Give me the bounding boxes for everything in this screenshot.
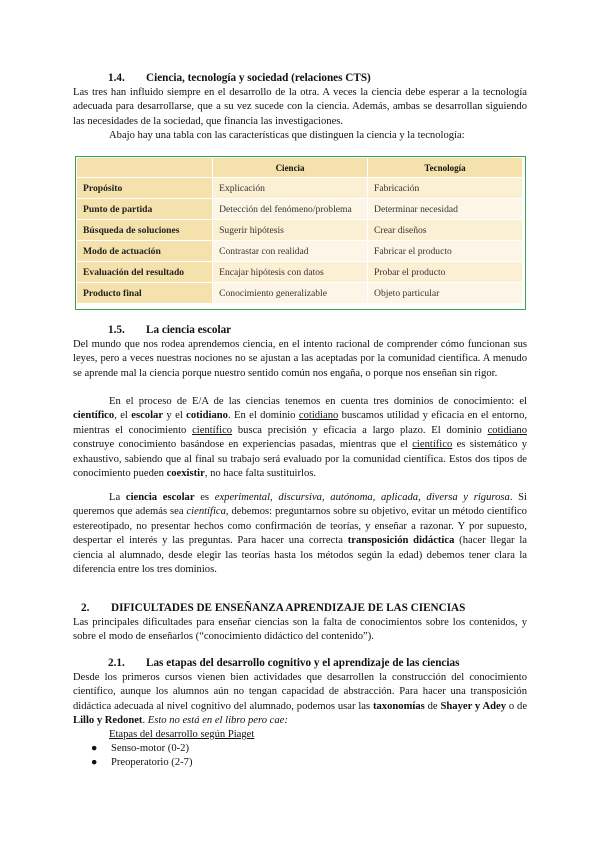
bullet-icon: ●: [91, 743, 98, 754]
table-header-tecnologia: Tecnología: [368, 158, 523, 178]
text-run: busca precisión y eficacia a largo plazo. El dominio: [232, 424, 488, 436]
text-underline: cotidiano: [298, 410, 339, 422]
text-run: construye conocimiento basándose en experiencias pasadas, mientras que el: [73, 439, 413, 451]
row-label: Búsqueda de soluciones: [77, 220, 213, 241]
table-row: [77, 199, 523, 220]
table-row: [77, 262, 523, 283]
text-bold: cotidiano: [186, 410, 228, 422]
table-row: [77, 220, 523, 241]
list-item: [91, 756, 192, 770]
piaget-stages-list: [91, 742, 192, 771]
section-number: 2.: [81, 602, 90, 614]
table-row: [77, 241, 523, 262]
cell-tecnologia: Crear diseños: [368, 220, 523, 241]
bullet-icon: ●: [91, 757, 98, 769]
cell-ciencia: Sugerir hipótesis: [213, 220, 368, 241]
text-run: , no hace falta sustituirlos.: [204, 468, 317, 480]
section-2-1-heading: [108, 657, 459, 669]
text-run: En el proceso de E/A de las ciencias tenemos en cuenta tres dominios de conocimiento: el: [109, 396, 527, 407]
cell-ciencia: Detección del fenómeno/problema: [213, 199, 368, 220]
text-bold: taxonomías: [372, 700, 425, 712]
paragraph-ciencia-escolar-intro: Del mundo que nos rodea aprendemos ciencia, en el intento racional de comprender cómo funcionan sus leyes, pero a veces nuestras nociones no se ajustan a las aceptadas por la comunidad científica. A menudo se aprende mal la ciencia porque nuestro sentido común nos engaña, o porque nos enseñan sin rigor.: [73, 339, 527, 379]
section-2-heading: [81, 602, 465, 614]
text-bold: Lillo y Redonet: [73, 715, 143, 727]
text-run: Desde los primeros cursos vienen bien actividades que desarrollen la construcción del conocimiento científico, aunque los alumnos aún no tengan capacidad de abstracción. Para hacer una transposición didáctica adecuada al nivel cognitivo del alumnado, podemos usar las: [73, 672, 527, 712]
text-run: es: [194, 492, 215, 503]
text-italic: científica: [186, 506, 226, 518]
list-title: Etapas del desarrollo según Piaget: [109, 729, 255, 740]
paragraph-dominios: [73, 395, 527, 481]
text-run: . Si queremos que además sea: [73, 492, 527, 518]
text-underline: científico: [412, 439, 453, 451]
row-label: Modo de actuación: [77, 241, 213, 262]
text-run: y el: [163, 410, 187, 422]
section-1-5-heading: [108, 324, 231, 336]
text-bold: transposición didáctica: [347, 535, 455, 547]
section-1-4-heading: [108, 72, 371, 84]
text-run: (hacer llegar la ciencia al alumnado, desde elegir las teorías hasta los métodos según la edad) debemos tener clara la diferencia entre los tres dominios.: [73, 535, 527, 576]
row-label: Punto de partida: [77, 199, 213, 220]
cell-tecnologia: Probar el producto: [368, 262, 523, 283]
text-bold: científico: [73, 410, 115, 422]
row-label: Evaluación del resultado: [77, 262, 213, 283]
row-label: Producto final: [77, 283, 213, 304]
text-run: buscamos utilidad y eficacia en el entorno, mientras el conocimiento: [73, 410, 528, 436]
table-row: [77, 178, 523, 199]
cell-tecnologia: Fabricación: [368, 178, 523, 199]
text-bold: ciencia escolar: [125, 492, 195, 503]
cell-tecnologia: Fabricar el producto: [368, 241, 523, 262]
text-italic: Esto no está en el libro pero cae:: [147, 715, 288, 727]
text-bold: Shayer y Adey: [440, 700, 507, 712]
text-italic: experimental, discursiva, autónoma, aplicada, diversa y rigurosa: [214, 492, 510, 503]
paragraph-cts-intro: Las tres han influido siempre en el desarrollo de la otra. A veces la ciencia debe esperar a la tecnología adecuada para desarrollarse, que a su vez sucede con la ciencia. Además, ambas se desarrollan siguiendo las necesidades de la sociedad, que financia las investigaciones.: [73, 87, 527, 127]
table-header-ciencia: Ciencia: [213, 158, 368, 178]
cell-ciencia: Contrastar con realidad: [213, 241, 368, 262]
section-title: Ciencia, tecnología y sociedad (relaciones CTS): [146, 72, 371, 84]
paragraph-table-intro: Abajo hay una tabla con las características que distinguen la ciencia y la tecnología:: [109, 130, 465, 141]
paragraph-etapas: [73, 671, 527, 729]
paragraph-dificultades: Las principales dificultades para enseñar ciencias son la falta de conocimientos sobre los contenidos, y sobre el modo de enseñarlos (“conocimiento didáctico del contenido”).: [73, 617, 527, 643]
cell-tecnologia: Objeto particular: [368, 283, 523, 304]
section-title: La ciencia escolar: [146, 324, 232, 336]
list-item: [91, 742, 192, 756]
text-run: La: [109, 492, 126, 503]
section-title: DIFICULTADES DE ENSEÑANZA APRENDIZAJE DE LAS CIENCIAS: [111, 602, 466, 614]
text-run: , el: [114, 410, 132, 422]
text-run: . En el dominio: [227, 410, 299, 422]
cell-ciencia: Conocimiento generalizable: [213, 283, 368, 304]
table-row: [77, 283, 523, 304]
cell-ciencia: Explicación: [213, 178, 368, 199]
text-run: es sistemático y exhaustivo, sabiendo que al final su trabajo será evaluado por la comunidad científica. Estos dos tipos de conocimiento pueden: [73, 439, 527, 480]
section-number: 1.5.: [108, 324, 125, 336]
text-run: o de: [506, 700, 528, 712]
cell-tecnologia: Determinar necesidad: [368, 199, 523, 220]
text-run: , debemos: preguntarnos sobre su objetivo, evitar un método científico estereotipado, no presentar hechos como confirmación de teorías, y enseñar a razonar. Y por supuesto, despertar el interés y las preguntas. Para hacer una correcta: [73, 506, 527, 547]
cell-ciencia: Encajar hipótesis con datos: [213, 262, 368, 283]
table-header-row: [77, 158, 523, 178]
text-underline: científico: [192, 424, 233, 436]
section-number: 1.4.: [108, 72, 125, 84]
table-header-empty: [77, 158, 213, 178]
text-run: de: [424, 700, 441, 712]
list-item-text: Senso-motor (0-2): [111, 743, 189, 754]
text-bold: escolar: [131, 410, 164, 422]
paragraph-ciencia-escolar: [73, 491, 527, 577]
list-item-text: Preoperatorio (2-7): [111, 757, 193, 769]
ciencia-tecnologia-table: [76, 157, 523, 304]
section-number: 2.1.: [108, 657, 125, 669]
text-underline: cotidiano: [487, 424, 527, 436]
text-run: .: [142, 715, 148, 727]
section-title: Las etapas del desarrollo cognitivo y el aprendizaje de las ciencias: [146, 657, 460, 669]
row-label: Propósito: [77, 178, 213, 199]
text-bold: coexistir: [166, 468, 205, 480]
